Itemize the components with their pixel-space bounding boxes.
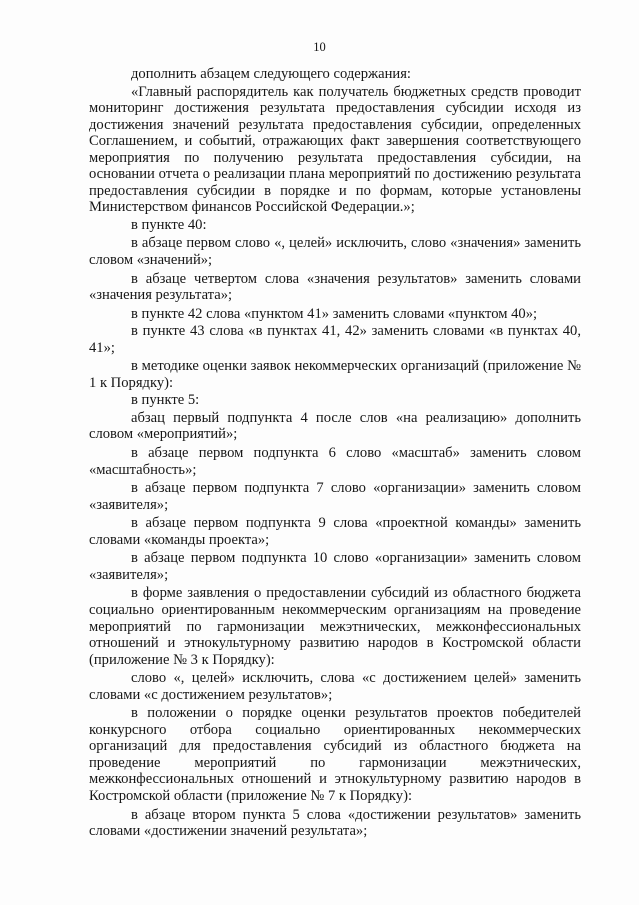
paragraph: в абзаце первом подпункта 10 слово «организации» заменить словом «заявителя»; bbox=[89, 550, 581, 583]
paragraph: в форме заявления о предоставлении субсидий из областного бюджета социально ориентированным некоммерческим организациям на проведение мероприятий по гармонизации межэтнических, межконфессиональных отношений и этнокультурному развитию народов в Костромской области (приложение № 3 к Порядку): bbox=[89, 585, 581, 668]
paragraph: в пункте 5: bbox=[131, 392, 200, 409]
paragraph: абзац первый подпункта 4 после слов «на реализацию» дополнить словом «мероприятий»; bbox=[89, 409, 581, 443]
paragraph: в пункте 42 слова «пунктом 41» заменить словами «пунктом 40»; bbox=[131, 305, 538, 322]
paragraph: в абзаце первом подпункта 9 слова «проектной команды» заменить словами «команды проекта»; bbox=[89, 515, 581, 548]
paragraph: в абзаце четвертом слова «значения результатов» заменить словами «значения результата»; bbox=[89, 270, 581, 304]
paragraph: в методике оценки заявок некоммерческих организаций (приложение № 1 к Порядку): bbox=[89, 358, 581, 391]
paragraph: слово «, целей» исключить, слова «с достижением целей» заменить словами «с достижением результатов»; bbox=[89, 670, 581, 703]
paragraph: в абзаце первом подпункта 6 слово «масштаб» заменить словом «масштабность»; bbox=[89, 445, 581, 478]
paragraph: в пункте 40: bbox=[131, 216, 207, 233]
paragraph: в абзаце втором пункта 5 слова «достижении результатов» заменить словами «достижении значений результата»; bbox=[89, 806, 581, 840]
paragraph: в абзаце первом слово «, целей» исключить, слово «значения» заменить словом «значений»; bbox=[89, 235, 581, 269]
paragraph: «Главный распорядитель как получатель бюджетных средств проводит мониторинг достижения результата предоставления субсидии исходя из достижения значений результата предоставления субсидии, определенных Соглашением, и событий, отражающих факт завершения соответствующего мероприятия по получению результата предоставления субсидии, на основании отчета о реализации плана мероприятий по достижению результата предоставления субсидии в порядке и по формам, которые установлены Министерством финансов Российской Федерации.»; bbox=[89, 83, 581, 216]
page-number: 10 bbox=[313, 40, 326, 54]
paragraph: в положении о порядке оценки результатов проектов победителей конкурсного отбора социально ориентированных некоммерческих организаций для предоставления субсидий из областного бюджета на проведение мероприятий по гармонизации межэтнических, межконфессиональных отношений и этнокультурному развитию народов в Костромской области (приложение № 7 к Порядку): bbox=[89, 705, 581, 804]
paragraph: в пункте 43 слова «в пунктах 41, 42» заменить словами «в пунктах 40, 41»; bbox=[89, 323, 581, 356]
paragraph: в абзаце первом подпункта 7 слово «организации» заменить словом «заявителя»; bbox=[89, 480, 581, 513]
document-body bbox=[89, 66, 581, 840]
paragraph: дополнить абзацем следующего содержания: bbox=[131, 66, 411, 82]
